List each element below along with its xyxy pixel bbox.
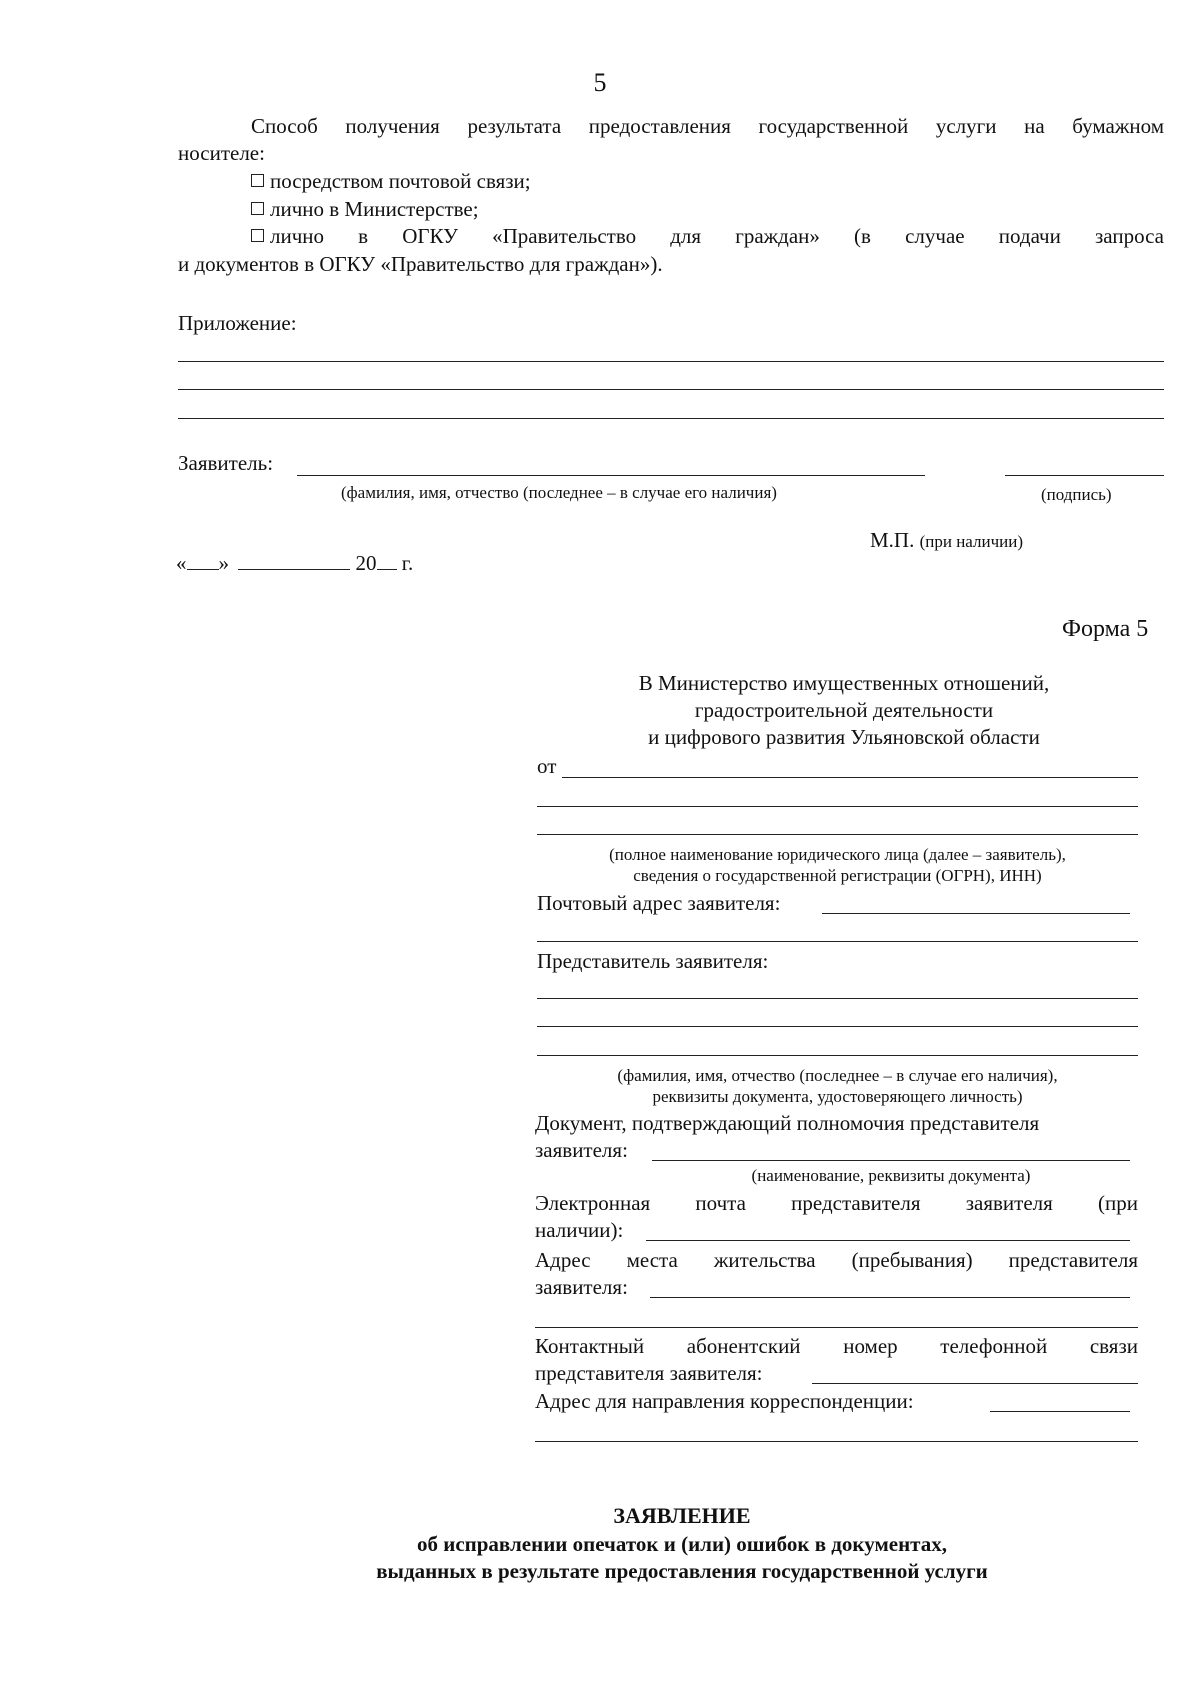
from-label: от (537, 754, 557, 778)
date-close-quote: » (218, 551, 229, 575)
residence-line1: Адрес места жительства (пребывания) представителя (535, 1248, 1138, 1272)
postal-address-label: Почтовый адрес заявителя: (537, 891, 781, 915)
application-title: ЗАЯВЛЕНИЕ (613, 1503, 751, 1528)
option-mail (251, 168, 531, 194)
application-subtitle-1: об исправлении опечаток и (или) ошибок в документах, (416, 1532, 947, 1556)
checkbox-ogku[interactable] (251, 229, 264, 242)
option-ogku (251, 223, 1164, 249)
option-ministry (251, 196, 479, 222)
stamp-hint: (при наличии) (919, 532, 1023, 551)
option-ogku-line2: и документов в ОГКУ «Правительство для граждан»). (178, 252, 663, 276)
correspondence-field-2[interactable] (535, 1441, 1138, 1442)
residence-label: заявителя: (535, 1275, 628, 1299)
representative-hint-2: реквизиты документа, удостоверяющего личность) (652, 1087, 1023, 1106)
date-day-field[interactable] (187, 552, 219, 570)
applicant-name-field[interactable] (297, 475, 925, 476)
correspondence-label: Адрес для направления корреспонденции: (535, 1389, 914, 1413)
delivery-method-line1: Способ получения результата предоставления государственной услуги на бумажном (251, 114, 1164, 138)
authority-doc-hint: (наименование, реквизиты документа) (751, 1166, 1031, 1185)
from-field-3[interactable] (537, 834, 1138, 835)
addressee-line2: градостроительной деятельности (694, 698, 994, 722)
phone-label: представителя заявителя: (535, 1361, 763, 1385)
attachment-label: Приложение: (178, 311, 297, 335)
representative-field-2[interactable] (537, 1026, 1138, 1027)
from-field-2[interactable] (537, 806, 1138, 807)
date-month-field[interactable] (238, 552, 350, 570)
residence-field-1[interactable] (650, 1297, 1130, 1298)
application-subtitle-2: выданных в результате предоставления государственной услуги (376, 1559, 988, 1583)
date-year-suffix: г. (401, 551, 414, 575)
email-field[interactable] (646, 1240, 1130, 1241)
attachment-line-2[interactable] (178, 389, 1164, 390)
option-ministry-label: лично в Министерстве; (270, 197, 479, 221)
addressee-line1: В Министерство имущественных отношений, (638, 671, 1050, 695)
applicant-name-hint: (фамилия, имя, отчество (последнее – в случае его наличия) (341, 483, 777, 502)
representative-field-3[interactable] (537, 1055, 1138, 1056)
applicant-signature-field[interactable] (1005, 475, 1164, 476)
postal-address-field-1[interactable] (822, 913, 1130, 914)
option-mail-label: посредством почтовой связи; (270, 169, 531, 193)
correspondence-field-1[interactable] (990, 1411, 1130, 1412)
date-line (176, 550, 413, 576)
stamp-text: М.П. (870, 528, 915, 552)
postal-address-field-2[interactable] (537, 941, 1138, 942)
email-line1: Электронная почта представителя заявителя (при (535, 1191, 1138, 1215)
from-field-1[interactable] (562, 777, 1138, 778)
attachment-line-3[interactable] (178, 418, 1164, 419)
representative-field-1[interactable] (537, 998, 1138, 999)
from-hint-1: (полное наименование юридического лица (далее – заявитель), (609, 845, 1066, 864)
email-label: наличии): (535, 1218, 624, 1242)
phone-field[interactable] (812, 1383, 1138, 1384)
applicant-signature-hint: (подпись) (1041, 485, 1112, 504)
date-year-prefix: 20 (355, 551, 377, 575)
authority-doc-field[interactable] (652, 1160, 1130, 1161)
stamp-label (870, 527, 1023, 553)
authority-doc-label: заявителя: (535, 1138, 628, 1162)
from-hint-2: сведения о государственной регистрации (ОГРН), ИНН) (633, 866, 1042, 885)
phone-line1: Контактный абонентский номер телефонной связи (535, 1334, 1138, 1358)
representative-hint-1: (фамилия, имя, отчество (последнее – в случае его наличия), (617, 1066, 1058, 1085)
applicant-label: Заявитель: (178, 451, 274, 475)
form-title: Форма 5 (1062, 616, 1149, 642)
delivery-method-line2: носителе: (178, 141, 265, 165)
attachment-line-1[interactable] (178, 361, 1164, 362)
representative-label: Представитель заявителя: (537, 949, 769, 973)
checkbox-mail[interactable] (251, 174, 264, 187)
option-ogku-label: лично в ОГКУ «Правительство для граждан» (в случае подачи запроса (270, 224, 1164, 248)
residence-field-2[interactable] (535, 1327, 1138, 1328)
checkbox-ministry[interactable] (251, 202, 264, 215)
authority-doc-line1: Документ, подтверждающий полномочия представителя (535, 1111, 1040, 1135)
date-year-field[interactable] (377, 552, 397, 570)
page-number: 5 (593, 68, 607, 97)
addressee-line3: и цифрового развития Ульяновской области (648, 725, 1040, 749)
date-open-quote: « (176, 551, 187, 575)
